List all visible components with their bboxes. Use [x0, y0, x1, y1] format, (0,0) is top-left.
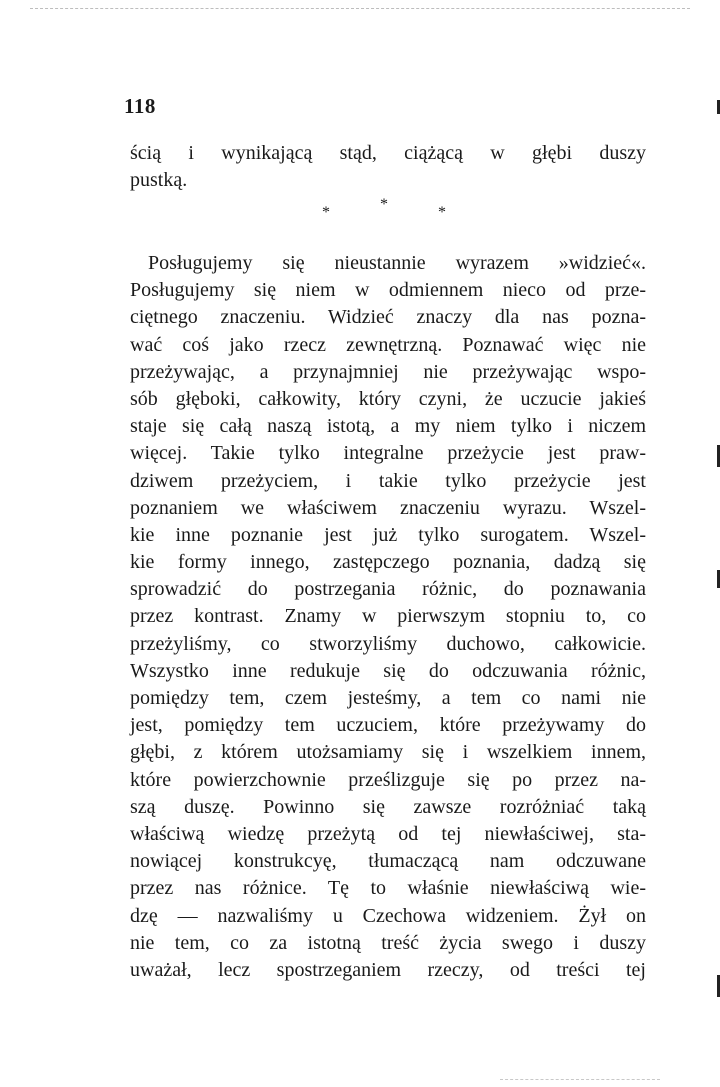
section-break-asterism: [300, 196, 460, 226]
text-line: poznaniem we właściwem znaczeniu wyrazu. Wszel-: [130, 496, 646, 519]
text-line: dziwem przeżyciem, i takie tylko przeżycie jest: [130, 469, 646, 492]
asterisk: *: [438, 204, 446, 221]
asterisk: *: [322, 204, 330, 221]
text-line: przeżyliśmy, co stworzyliśmy duchowo, całkowicie.: [130, 632, 646, 655]
asterisk: *: [380, 196, 388, 213]
text-line: uważał, lecz spostrzeganiem rzeczy, od treści tej: [130, 958, 646, 981]
text-line: głębi, z którem utożsamiamy się i wszelkiem innem,: [130, 741, 646, 764]
text-line: Wszystko inne redukuje się do odczuwania różnic,: [130, 659, 646, 682]
text-line: nowiącej konstrukcyę, tłumaczącą nam odczuwane: [130, 850, 646, 873]
text-line: sprowadzić do postrzegania różnic, do poznawania: [130, 578, 646, 601]
text-line: wać coś jako rzecz zewnętrzną. Poznawać więc nie: [130, 333, 646, 356]
text-line: Posługujemy się niem w odmiennem nieco od prze-: [130, 279, 646, 302]
text-line: pomiędzy tem, czem jesteśmy, a tem co nami nie: [130, 687, 646, 709]
text-line: kie formy innego, zastępczego poznania, dadzą się: [130, 551, 646, 574]
text-line: kie inne poznanie jest już tylko surogatem. Wszel-: [130, 523, 646, 546]
text-line: sób głęboki, całkowity, który czyni, że uczucie jakieś: [130, 387, 646, 410]
text-line: przez kontrast. Znamy w pierwszym stopniu to, co: [130, 605, 646, 628]
page-number: 118: [124, 94, 156, 118]
text-line: właściwą wiedzę przeżytą od tej niewłaściwej, sta-: [130, 822, 646, 845]
text-line: nie tem, co za istotną treść życia swego i duszy: [130, 931, 646, 954]
paragraph: [130, 250, 646, 984]
top-edge-rule: [30, 8, 690, 9]
text-line: przeżywając, a przynajmniej nie przeżywając wspo-: [130, 360, 646, 383]
text-line: które powierzchownie prześlizguje się po przez na-: [130, 768, 646, 791]
text-line: ciętnego znaczeniu. Widzieć znaczy dla nas pozna-: [130, 306, 646, 329]
text-line: ścią i wynikającą stąd, ciążącą w głębi duszy: [130, 142, 646, 164]
text-line: Posługujemy się nieustannie wyrazem »widzieć«.: [148, 252, 646, 274]
body-text: [130, 140, 646, 194]
text-line: przez nas różnice. Tę to właśnie niewłaściwą wie-: [130, 877, 646, 900]
bottom-edge-rule: [500, 1079, 660, 1080]
text-line: jest, pomiędzy tem uczuciem, które przeżywamy do: [130, 714, 646, 737]
text-line: więcej. Takie tylko integralne przeżycie jest praw-: [130, 442, 646, 465]
text-line: szą duszę. Powinno się zawsze rozróżniać taką: [130, 795, 646, 818]
text-line: pustką.: [130, 169, 188, 192]
text-line: staje się całą naszą istotą, a my niem tylko i niczem: [130, 415, 646, 438]
text-line: dzę — nazwaliśmy u Czechowa widzeniem. Żył on: [130, 904, 646, 927]
